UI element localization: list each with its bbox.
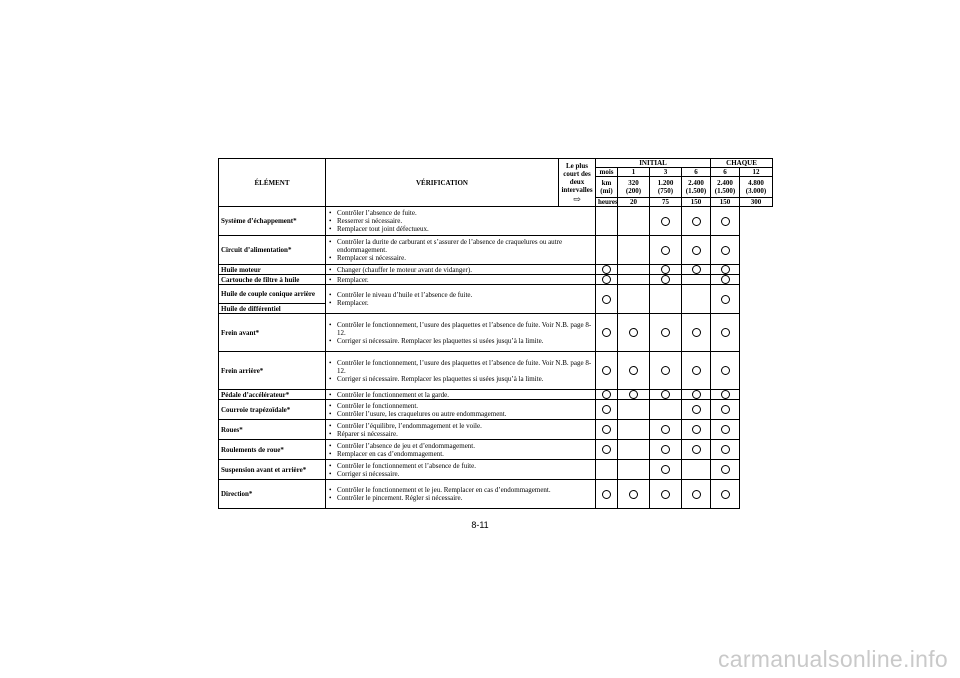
km-4800: 4.800 (3.000): [740, 177, 773, 198]
row-checks: [326, 400, 596, 420]
row-item: Cartouche de filtre à huile: [219, 275, 326, 285]
row-checks: [326, 440, 596, 460]
hours-20: 20: [618, 198, 650, 207]
table-row: [219, 314, 773, 352]
interval-circle-icon: [661, 246, 670, 255]
check-item: • Contrôler le fonctionnement.: [328, 402, 593, 410]
interval-circle-icon: [602, 265, 611, 274]
table-row: [219, 285, 773, 304]
check-item: • Contrôler le niveau d’huile et l’absence de fuite.: [328, 291, 593, 299]
row-item: Direction*: [219, 480, 326, 509]
table-row: [219, 460, 773, 480]
interval-circle-icon: [692, 445, 701, 454]
row-checks: [326, 207, 596, 236]
interval-circle-icon: [629, 366, 638, 375]
row-item: Huile moteur: [219, 265, 326, 275]
interval-circle-icon: [661, 265, 670, 274]
check-item: • Contrôler le pincement. Régler si nécessaire.: [328, 494, 593, 502]
interval-circle-icon: [661, 425, 670, 434]
header-shortest: [559, 159, 596, 207]
watermark: carmanualsonline.info: [717, 646, 948, 672]
km-2400-every: 2.400 (1.500): [711, 177, 740, 198]
check-item: • Changer (chauffer le moteur avant de vidanger).: [328, 266, 593, 274]
check-item: • Contrôler l’absence de jeu et d’endommagement.: [328, 442, 593, 450]
interval-circle-icon: [602, 328, 611, 337]
interval-circle-icon: [721, 328, 730, 337]
interval-circle-icon: [602, 295, 611, 304]
km-label: km (mi): [596, 177, 618, 198]
interval-circle-icon: [721, 265, 730, 274]
interval-circle-icon: [661, 366, 670, 375]
row-checks: [326, 420, 596, 440]
interval-circle-icon: [692, 425, 701, 434]
table-row: [219, 400, 773, 420]
interval-circle-icon: [721, 246, 730, 255]
table-row: [219, 420, 773, 440]
header-every: CHAQUE: [711, 159, 773, 168]
check-item: • Contrôler le fonctionnement et l’absence de fuite.: [328, 462, 593, 470]
interval-circle-icon: [629, 328, 638, 337]
interval-circle-icon: [721, 295, 730, 304]
interval-circle-icon: [692, 490, 701, 499]
row-item: Pédale d’accélérateur*: [219, 390, 326, 400]
interval-circle-icon: [721, 275, 730, 284]
row-checks: [326, 390, 596, 400]
interval-circle-icon: [721, 490, 730, 499]
interval-circle-icon: [721, 405, 730, 414]
table-row: [219, 275, 773, 285]
interval-circle-icon: [602, 490, 611, 499]
km-2400-initial: 2.400 (1.500): [682, 177, 711, 198]
check-item: • Contrôler l’équilibre, l’endommagement et le voile.: [328, 422, 593, 430]
table-row: [219, 352, 773, 390]
months-6-every: 6: [711, 168, 740, 177]
row-checks: [326, 265, 596, 275]
interval-circle-icon: [692, 405, 701, 414]
check-item: • Contrôler le fonctionnement, l’usure des plaquettes et l’absence de fuite. Voir N.B. page 8-12.: [328, 359, 593, 375]
row-item: Frein avant*: [219, 314, 326, 352]
hours-300: 300: [740, 198, 773, 207]
interval-circle-icon: [602, 275, 611, 284]
row-item: Roues*: [219, 420, 326, 440]
check-item: • Contrôler le fonctionnement, l’usure des plaquettes et l’absence de fuite. Voir N.B. page 8-12.: [328, 321, 593, 337]
header-initial: INITIAL: [596, 159, 711, 168]
interval-circle-icon: [692, 390, 701, 399]
months-1: 1: [618, 168, 650, 177]
table-row: [219, 440, 773, 460]
interval-circle-icon: [602, 405, 611, 414]
interval-circle-icon: [661, 328, 670, 337]
header-shortest-label: Le plus court des deux intervalles: [561, 161, 593, 194]
check-item: • Corriger si nécessaire. Remplacer les plaquettes si usées jusqu’à la limite.: [328, 337, 593, 345]
interval-circle-icon: [692, 366, 701, 375]
table-row: [219, 207, 773, 236]
interval-circle-icon: [629, 390, 638, 399]
maintenance-table: [218, 158, 773, 509]
interval-circle-icon: [721, 445, 730, 454]
hours-label: heures: [596, 198, 618, 207]
check-item: • Contrôler la durite de carburant et s’assurer de l’absence de craquelures ou autre endommagement.: [328, 238, 593, 254]
interval-circle-icon: [661, 445, 670, 454]
row-item: Huile de différentiel: [219, 304, 326, 314]
row-item: Huile de couple conique arrière: [219, 285, 326, 304]
interval-circle-icon: [721, 465, 730, 474]
interval-circle-icon: [602, 445, 611, 454]
months-12: 12: [740, 168, 773, 177]
check-item: • Contrôler l’absence de fuite.: [328, 209, 593, 217]
interval-circle-icon: [721, 217, 730, 226]
hours-150-every: 150: [711, 198, 740, 207]
row-checks: [326, 236, 596, 265]
months-3: 3: [650, 168, 682, 177]
interval-circle-icon: [602, 366, 611, 375]
check-item: • Contrôler le fonctionnement et la garde.: [328, 391, 593, 399]
check-item: • Resserrer si nécessaire.: [328, 217, 593, 225]
hours-150-initial: 150: [682, 198, 711, 207]
row-checks: [326, 480, 596, 509]
row-item: Suspension avant et arrière*: [219, 460, 326, 480]
interval-circle-icon: [602, 390, 611, 399]
row-item: Système d’échappement*: [219, 207, 326, 236]
interval-circle-icon: [661, 465, 670, 474]
interval-circle-icon: [629, 490, 638, 499]
check-item: • Remplacer en cas d’endommagement.: [328, 450, 593, 458]
interval-circle-icon: [721, 366, 730, 375]
km-1200: 1.200 (750): [650, 177, 682, 198]
header-element: ÉLÉMENT: [219, 159, 326, 207]
check-item: • Remplacer si nécessaire.: [328, 254, 593, 262]
row-checks: [326, 275, 596, 285]
interval-circle-icon: [661, 490, 670, 499]
row-checks: [326, 352, 596, 390]
check-item: • Contrôler le fonctionnement et le jeu. Remplacer en cas d’endommagement.: [328, 486, 593, 494]
row-checks: [326, 460, 596, 480]
row-item: Circuit d’alimentation*: [219, 236, 326, 265]
table-row: [219, 265, 773, 275]
interval-circle-icon: [692, 217, 701, 226]
interval-circle-icon: [661, 217, 670, 226]
row-item: Frein arrière*: [219, 352, 326, 390]
months-6-initial: 6: [682, 168, 711, 177]
table-row: [219, 390, 773, 400]
interval-circle-icon: [692, 265, 701, 274]
interval-circle-icon: [721, 425, 730, 434]
check-item: • Remplacer.: [328, 276, 593, 284]
row-item: Courroie trapézoïdale*: [219, 400, 326, 420]
km-320: 320 (200): [618, 177, 650, 198]
arrow-right-icon: ⇨: [573, 193, 581, 204]
check-item: • Remplacer tout joint défectueux.: [328, 225, 593, 233]
check-item: • Contrôler l’usure, les craquelures ou autre endommagement.: [328, 410, 593, 418]
table-row: [219, 480, 773, 509]
check-item: • Corriger si nécessaire. Remplacer les plaquettes si usées jusqu’à la limite.: [328, 375, 593, 383]
interval-circle-icon: [602, 425, 611, 434]
row-checks: [326, 285, 596, 314]
interval-circle-icon: [721, 390, 730, 399]
hours-75: 75: [650, 198, 682, 207]
check-item: • Réparer si nécessaire.: [328, 430, 593, 438]
interval-circle-icon: [692, 246, 701, 255]
interval-circle-icon: [692, 328, 701, 337]
check-item: • Remplacer.: [328, 299, 593, 307]
check-item: • Corriger si nécessaire.: [328, 470, 593, 478]
row-item: Roulements de roue*: [219, 440, 326, 460]
row-checks: [326, 314, 596, 352]
table-row: [219, 236, 773, 265]
header-check: VÉRIFICATION: [326, 159, 559, 207]
page-number: 8-11: [471, 520, 489, 530]
months-label: mois: [596, 168, 618, 177]
interval-circle-icon: [661, 275, 670, 284]
interval-circle-icon: [661, 390, 670, 399]
